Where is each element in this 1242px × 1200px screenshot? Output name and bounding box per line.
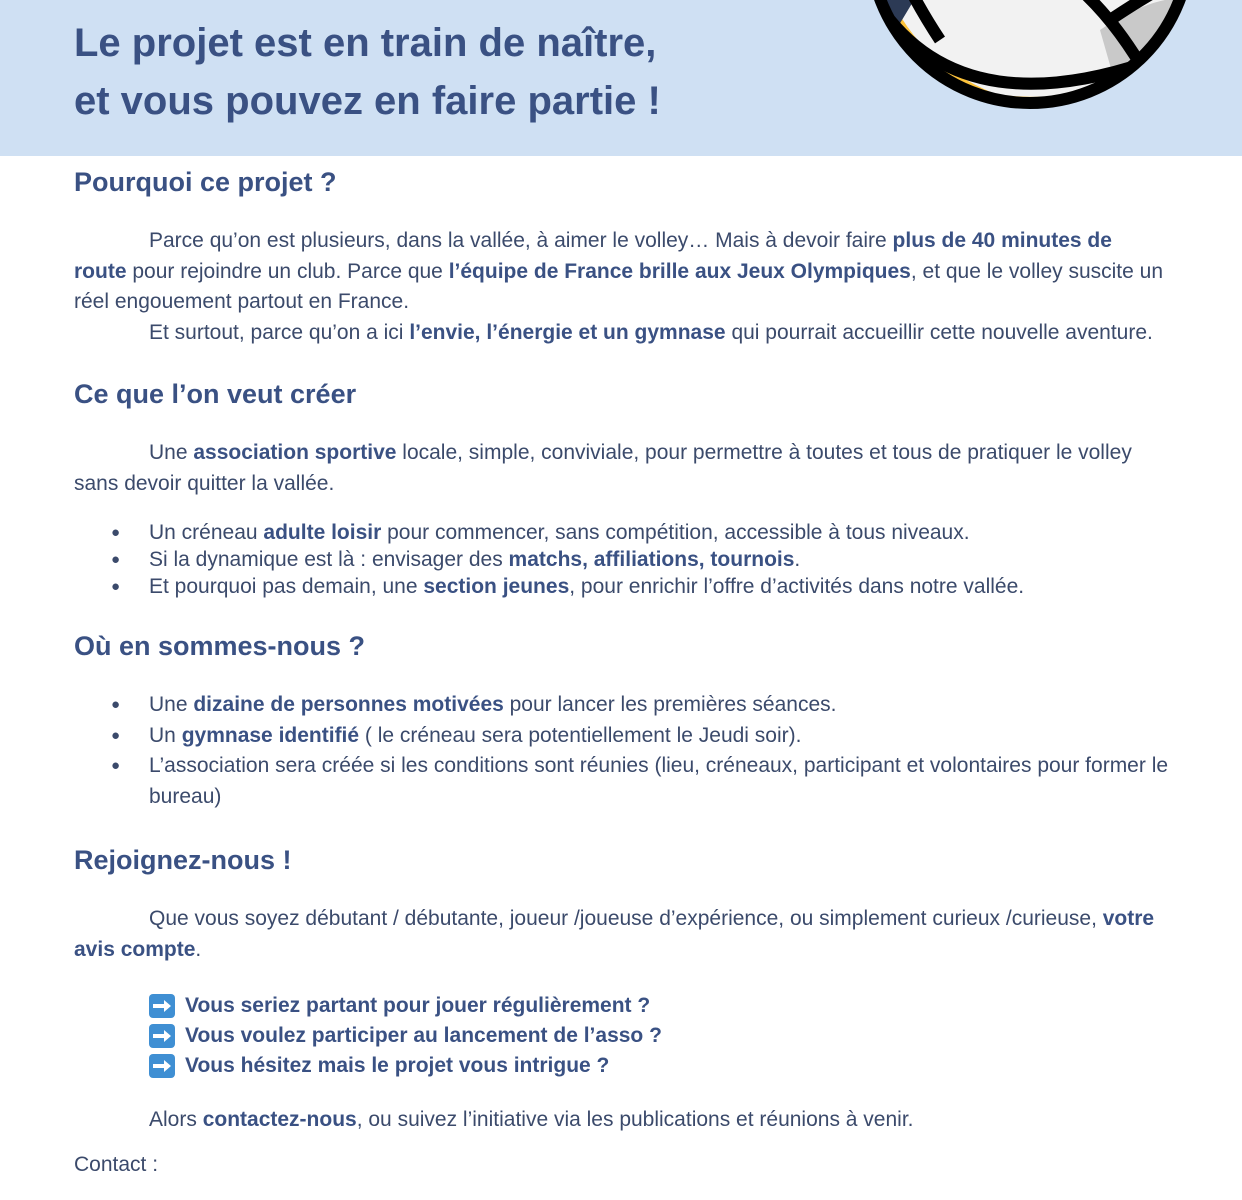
list-item: ● Une dizaine de personnes motivées pour lancer les premières séances. — [111, 693, 837, 716]
section-heading-status: Où en sommes-nous ? — [74, 631, 366, 661]
right-arrow-icon — [149, 1024, 175, 1048]
paragraph-why-2: Et surtout, parce qu’on a ici l’envie, l’énergie et un gymnase qui pourrait accueillir cette nouvelle aventure. — [149, 320, 1153, 344]
paragraph-what-1: Une association sportive locale, simple, conviviale, pour permettre à toutes et tous de pratiquer le volley sans devoir quitter la vallée. — [74, 441, 1132, 495]
list-item: ● Un gymnase identifié ( le créneau sera potentiellement le Jeudi soir). — [111, 723, 802, 747]
list-item: ● L’association sera créée si les conditions sont réunies (lieu, créneaux, participant et volontaires pour former le bureau) — [111, 754, 1169, 808]
contact-label: Contact : — [74, 1152, 159, 1176]
paragraph-why-1: Parce qu’on est plusieurs, dans la vallée, à aimer le volley… Mais à devoir faire plus de 40 minutes de route pour rejoindre un club. Parce que l’équipe de France brille aux Jeux Olympiques, et que le volley suscite un réel engouement partout en France. — [74, 229, 1164, 313]
question-item: Vous seriez partant pour jouer régulièrement ? — [149, 991, 1169, 1021]
title-line-2: et vous pouvez en faire partie ! — [74, 79, 661, 123]
paragraph-join-2: Alors contactez-nous, ou suivez l’initiative via les publications et réunions à venir. — [149, 1108, 914, 1131]
question-item: Vous hésitez mais le projet vous intrigue ? — [149, 1051, 1169, 1081]
header-banner — [0, 0, 1242, 156]
right-arrow-icon — [149, 1054, 175, 1078]
list-item: ● Un créneau adulte loisir pour commencer, sans compétition, accessible à tous niveaux. — [111, 521, 970, 544]
volleyball-icon — [860, 0, 1200, 116]
list-item: ● Et pourquoi pas demain, une section jeunes, pour enrichir l’offre d’activités dans notre vallée. — [111, 575, 1025, 598]
document-body — [74, 160, 1169, 1180]
title-line-1: Le projet est en train de naître, — [74, 21, 657, 65]
question-list — [74, 991, 1169, 1081]
section-heading-why: Pourquoi ce projet ? — [74, 167, 337, 197]
paragraph-join-1: Que vous soyez débutant / débutante, joueur /joueuse d’expérience, ou simplement curieux /curieuse, votre avis compte. — [74, 907, 1155, 961]
list-item: ● Si la dynamique est là : envisager des matchs, affiliations, tournois. — [111, 548, 801, 571]
question-item: Vous voulez participer au lancement de l’asso ? — [149, 1021, 1169, 1051]
list-what — [74, 519, 1169, 600]
section-heading-what: Ce que l’on veut créer — [74, 379, 357, 409]
list-status — [74, 690, 1169, 812]
section-heading-join: Rejoignez-nous ! — [74, 845, 292, 875]
right-arrow-icon — [149, 994, 175, 1018]
page-title — [74, 14, 661, 130]
